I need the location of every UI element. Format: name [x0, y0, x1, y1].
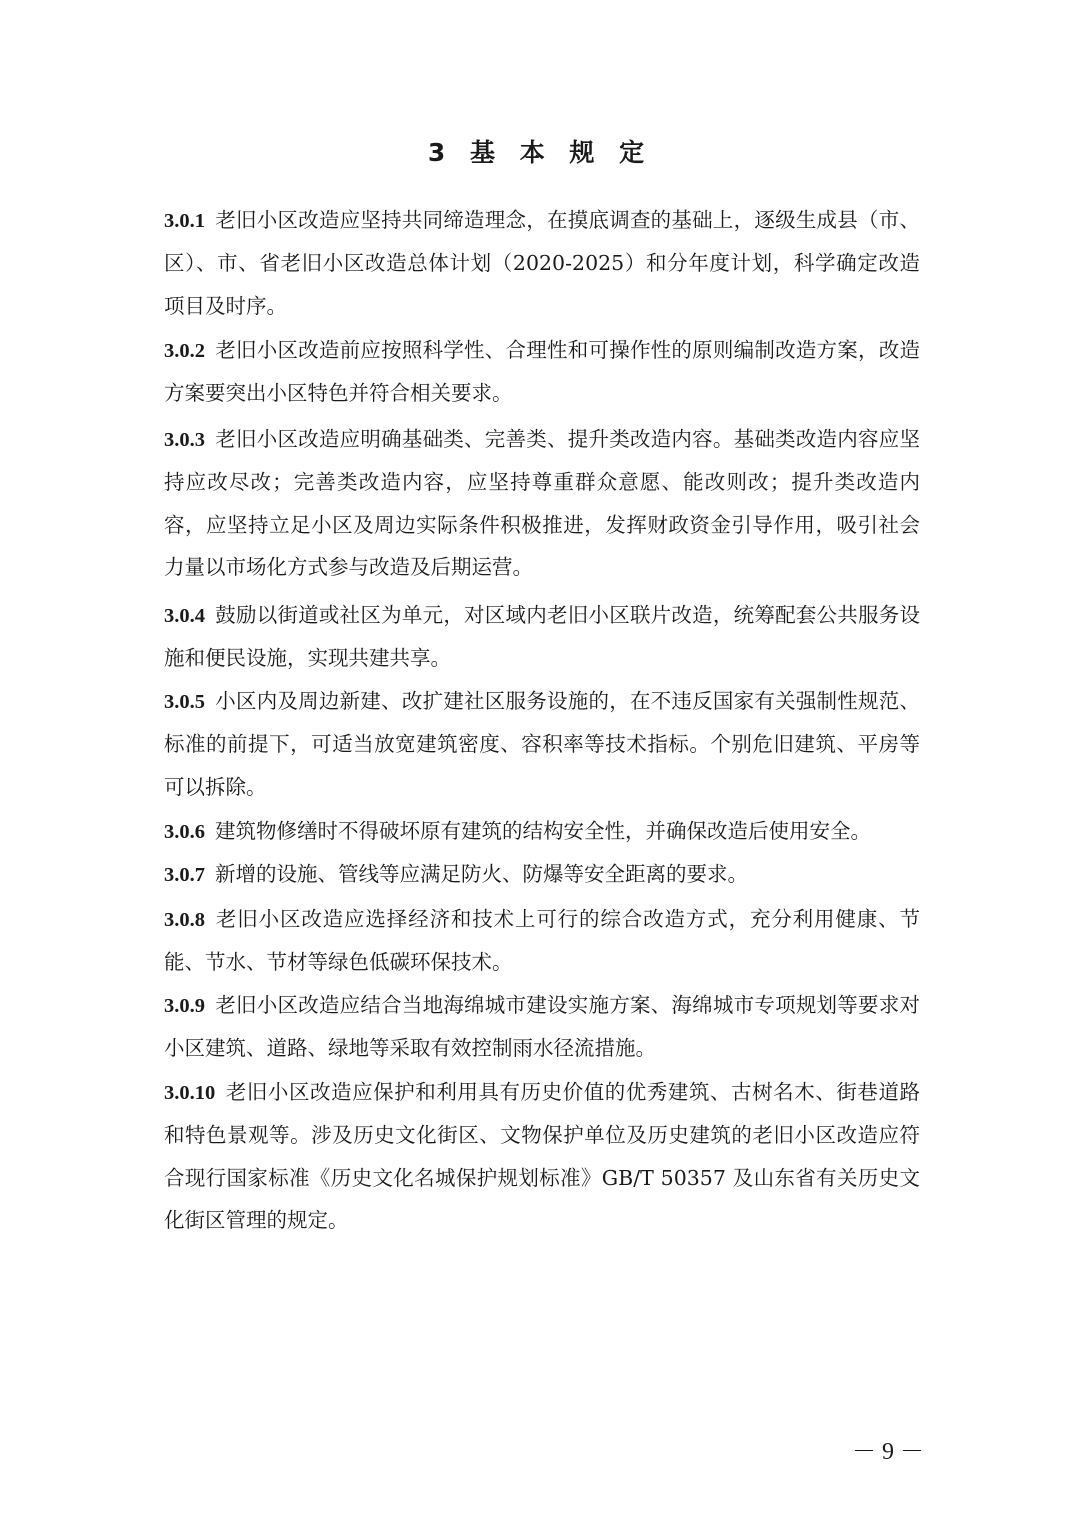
clause-3-0-6 — [164, 810, 920, 853]
clause-number: 3.0.4 — [164, 605, 205, 627]
clause-number: 3.0.5 — [164, 691, 205, 713]
clause-number: 3.0.1 — [164, 210, 205, 232]
clause-text: 老旧小区改造前应按照科学性、合理性和可操作性的原则编制改造方案，改造方案要突出小区特色并符合相关要求。 — [164, 338, 920, 406]
clause-text: 小区内及周边新建、改扩建社区服务设施的，在不违反国家有关强制性规范、标准的前提下，可适当放宽建筑密度、容积率等技术指标。个别危旧建筑、平房等可以拆除。 — [164, 689, 920, 799]
clause-text: 老旧小区改造应选择经济和技术上可行的综合改造方式，充分利用健康、节能、节水、节材等绿色低碳环保技术。 — [164, 907, 920, 975]
clause-3-0-8 — [164, 898, 920, 984]
clause-text: 老旧小区改造应坚持共同缔造理念，在摸底调查的基础上，逐级生成县（市、区）、市、省老旧小区改造总体计划（2020-2025）和分年度计划，科学确定改造项目及时序。 — [164, 208, 920, 318]
clause-text: 新增的设施、管线等应满足防火、防爆等安全距离的要求。 — [215, 862, 748, 886]
clause-text: 老旧小区改造应结合当地海绵城市建设实施方案、海绵城市专项规划等要求对小区建筑、道路、绿地等采取有效控制雨水径流措施。 — [164, 993, 920, 1061]
clause-text: 老旧小区改造应保护和利用具有历史价值的优秀建筑、古树名木、街巷道路和特色景观等。涉及历史文化街区、文物保护单位及历史建筑的老旧小区改造应符合现行国家标准《历史文化名城保护规划标准》GB/T 50357 及山东省有关历史文化街区管理的规定。 — [164, 1080, 920, 1233]
clause-number: 3.0.3 — [164, 429, 205, 451]
page-number: － 9 － — [852, 1439, 924, 1465]
clause-text: 建筑物修缮时不得破坏原有建筑的结构安全性，并确保改造后使用安全。 — [215, 819, 871, 843]
clause-number: 3.0.6 — [164, 821, 205, 843]
clause-3-0-9 — [164, 984, 920, 1070]
chapter-title: 3 基 本 规 定 — [427, 138, 653, 167]
clause-number: 3.0.7 — [164, 864, 205, 886]
clause-3-0-7 — [164, 853, 920, 896]
clause-3-0-5 — [164, 680, 920, 808]
clause-3-0-1 — [164, 199, 920, 327]
clause-number: 3.0.2 — [164, 340, 205, 362]
clause-number: 3.0.8 — [164, 909, 205, 931]
clause-number: 3.0.10 — [164, 1082, 216, 1104]
clause-3-0-10 — [164, 1071, 920, 1242]
clause-text: 老旧小区改造应明确基础类、完善类、提升类改造内容。基础类改造内容应坚持应改尽改；完善类改造内容，应坚持尊重群众意愿、能改则改；提升类改造内容，应坚持立足小区及周边实际条件积极推进，发挥财政资金引导作用，吸引社会力量以市场化方式参与改造及后期运营。 — [164, 427, 920, 580]
clause-number: 3.0.9 — [164, 995, 205, 1017]
clause-3-0-4 — [164, 594, 920, 680]
clause-text: 鼓励以街道或社区为单元，对区域内老旧小区联片改造，统筹配套公共服务设施和便民设施，实现共建共享。 — [164, 603, 920, 671]
clause-3-0-2 — [164, 329, 920, 415]
clause-3-0-3 — [164, 418, 920, 589]
